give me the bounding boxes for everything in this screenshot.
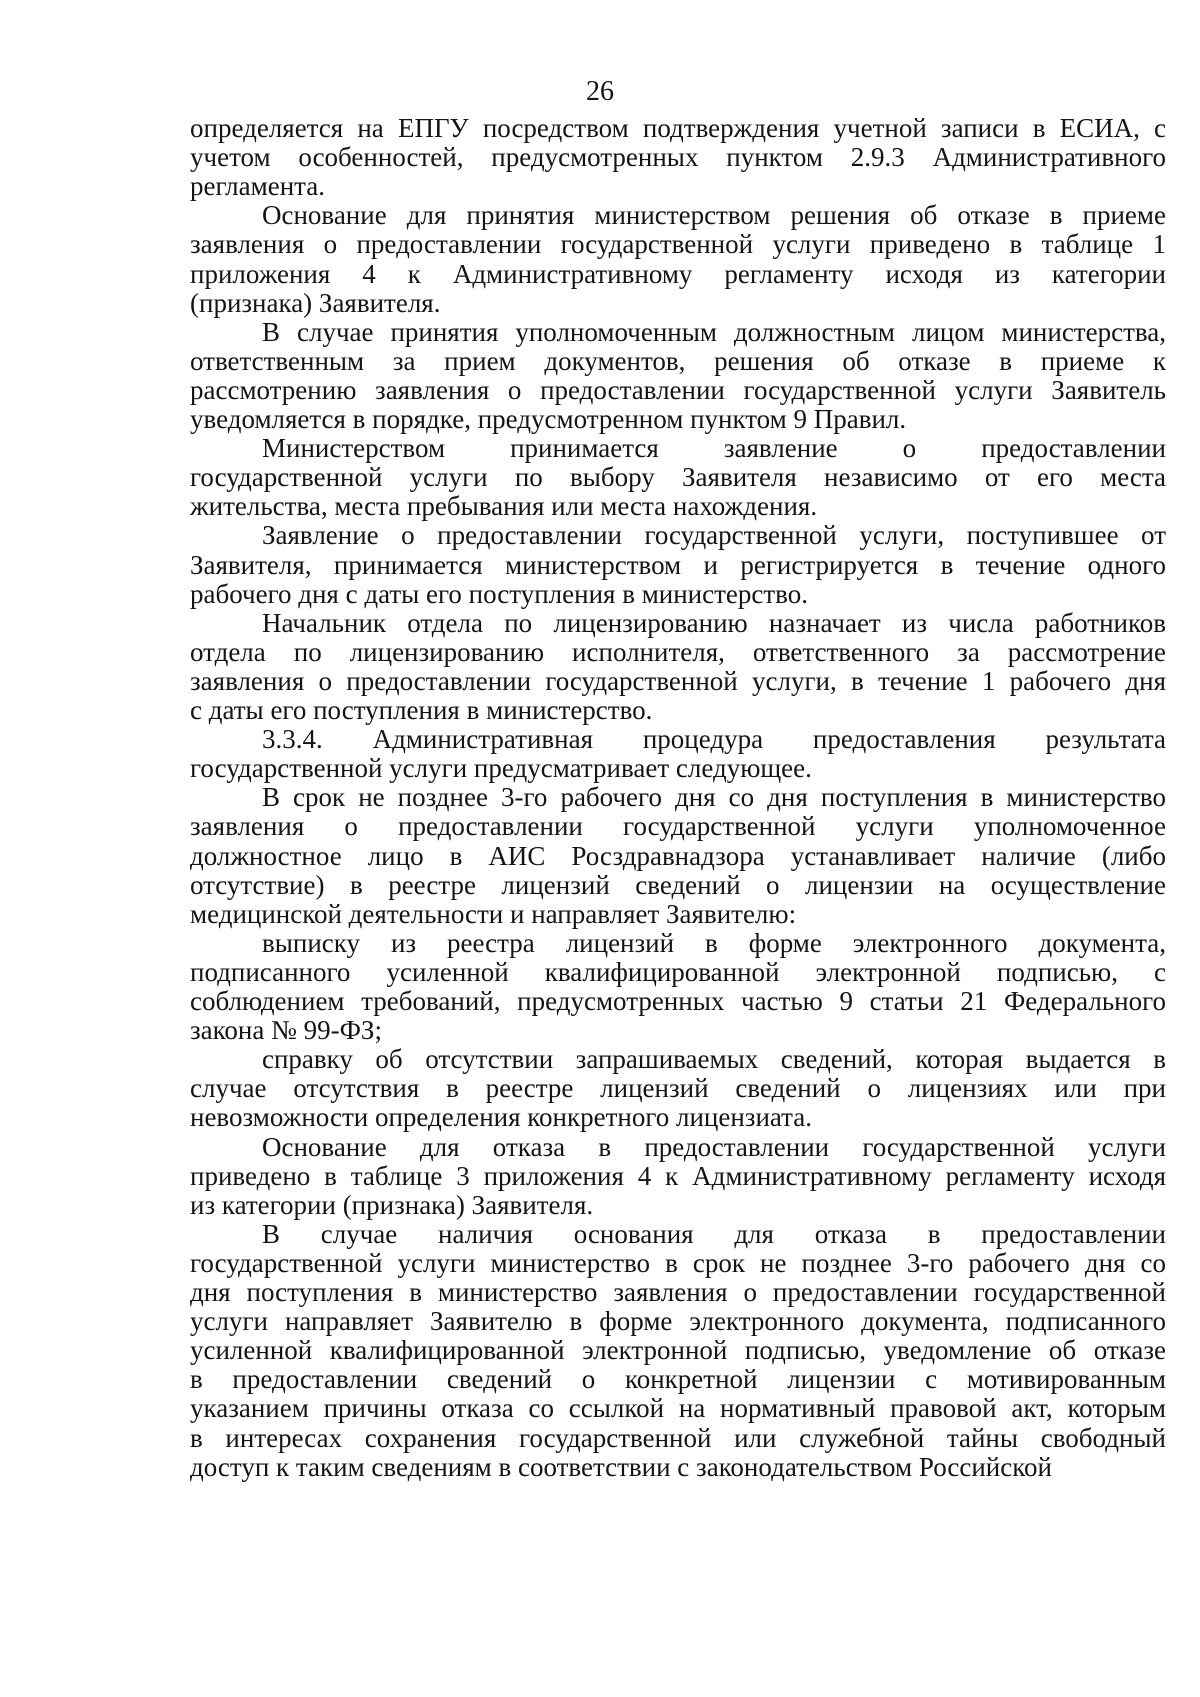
paragraph-11-line-2: приведено в таблице 3 приложения 4 к Административному регламенту исходя — [190, 1160, 1166, 1191]
paragraph-8-line-1: В срок не позднее 3-го рабочего дня со дня поступления в министерство — [262, 782, 1166, 813]
paragraph-1-line-2: учетом особенностей, предусмотренных пунктом 2.9.3 Административного — [190, 142, 1166, 173]
paragraph-3-line-1: В случае принятия уполномоченным должностным лицом министерства, — [262, 316, 1166, 347]
paragraph-3-line-3: рассмотрению заявления о предоставлении государственной услуги Заявитель — [190, 374, 1166, 405]
paragraph-2-line-2: заявления о предоставлении государственной услуги приведено в таблице 1 — [190, 229, 1166, 260]
paragraph-7-line-2: государственной услуги предусматривает следующее. — [190, 753, 812, 784]
paragraph-11-line-3: из категории (признака) Заявителя. — [190, 1189, 594, 1220]
paragraph-12-line-9: доступ к таким сведениям в соответствии с законодательством Российской — [190, 1451, 1052, 1482]
paragraph-9-line-3: соблюдением требований, предусмотренных частью 9 статьи 21 Федерального — [190, 986, 1166, 1016]
paragraph-9-line-2: подписанного усиленной квалифицированной электронной подписью, с — [190, 956, 1166, 987]
paragraph-12-line-3: дня поступления в министерство заявления о предоставлении государственной — [190, 1277, 1166, 1307]
paragraph-3-line-2: ответственным за прием документов, решения об отказе в приеме к — [190, 345, 1166, 376]
paragraph-8-line-2: заявления о предоставлении государственной услуги уполномоченное — [190, 811, 1166, 842]
paragraph-5-line-1: Заявление о предоставлении государственной услуги, поступившее от — [262, 520, 1166, 551]
paragraph-10-line-3: невозможности определения конкретного лицензиата. — [190, 1102, 813, 1133]
paragraph-9-line-1: выписку из реестра лицензий в форме электронного документа, — [262, 927, 1166, 958]
paragraph-3-line-4: уведомляется в порядке, предусмотренном пунктом 9 Правил. — [190, 404, 907, 434]
paragraph-10-line-1: справку об отсутствии запрашиваемых сведений, которая выдается в — [262, 1044, 1166, 1075]
paragraph-7-line-1: 3.3.4. Административная процедура предоставления результата — [262, 724, 1166, 755]
paragraph-4-line-1: Министерством принимается заявление о предоставлении — [262, 433, 1166, 464]
paragraph-1-line-3: регламента. — [190, 171, 326, 202]
paragraph-1-line-1: определяется на ЕПГУ посредством подтверждения учетной записи в ЕСИА, с — [190, 113, 1166, 143]
paragraph-8-line-5: медицинской деятельности и направляет Заявителю: — [190, 898, 797, 929]
paragraph-4-line-2: государственной услуги по выбору Заявителя независимо от его места — [190, 462, 1166, 493]
paragraph-4-line-3: жительства, места пребывания или места нахождения. — [190, 491, 818, 522]
paragraph-12-line-8: в интересах сохранения государственной или служебной тайны свободный — [190, 1422, 1166, 1453]
paragraph-5-line-2: Заявителя, принимается министерством и регистрируется в течение одного — [190, 549, 1166, 580]
paragraph-12-line-4: услуги направляет Заявителю в форме электронного документа, подписанного — [190, 1306, 1166, 1337]
paragraph-2-line-3: приложения 4 к Административному регламенту исходя из категории — [190, 258, 1166, 289]
paragraph-11-line-1: Основание для отказа в предоставлении государственной услуги — [262, 1131, 1166, 1162]
paragraph-8-line-4: отсутствие) в реестре лицензий сведений о лицензии на осуществление — [190, 869, 1166, 900]
paragraph-6-line-1: Начальник отдела по лицензированию назначает из числа работников — [262, 607, 1166, 638]
paragraph-6-line-2: отдела по лицензированию исполнителя, ответственного за рассмотрение — [190, 636, 1166, 667]
paragraph-10-line-2: случае отсутствия в реестре лицензий сведений о лицензиях или при — [190, 1073, 1166, 1104]
paragraph-6-line-4: с даты его поступления в министерство. — [190, 695, 653, 725]
paragraph-12-line-6: в предоставлении сведений о конкретной лицензии с мотивированным — [190, 1364, 1166, 1395]
paragraph-6-line-3: заявления о предоставлении государственной услуги, в течение 1 рабочего дня — [190, 665, 1166, 696]
paragraph-12-line-5: усиленной квалифицированной электронной подписью, уведомление об отказе — [190, 1335, 1166, 1366]
paragraph-12-line-7: указанием причины отказа со ссылкой на нормативный правовой акт, которым — [190, 1393, 1166, 1424]
paragraph-2-line-1: Основание для принятия министерством решения об отказе в приеме — [262, 200, 1166, 231]
paragraph-12-line-2: государственной услуги министерство в срок не позднее 3-го рабочего дня со — [190, 1247, 1166, 1278]
paragraph-8-line-3: должностное лицо в АИС Росздравнадзора устанавливает наличие (либо — [190, 840, 1166, 871]
paragraph-12-line-1: В случае наличия основания для отказа в предоставлении — [262, 1218, 1166, 1249]
paragraph-9-line-4: закона № 99-ФЗ; — [190, 1015, 382, 1046]
page-number: 26 — [586, 76, 614, 107]
paragraph-5-line-3: рабочего дня с даты его поступления в министерство. — [190, 578, 808, 609]
paragraph-2-line-4: (признака) Заявителя. — [190, 287, 441, 318]
